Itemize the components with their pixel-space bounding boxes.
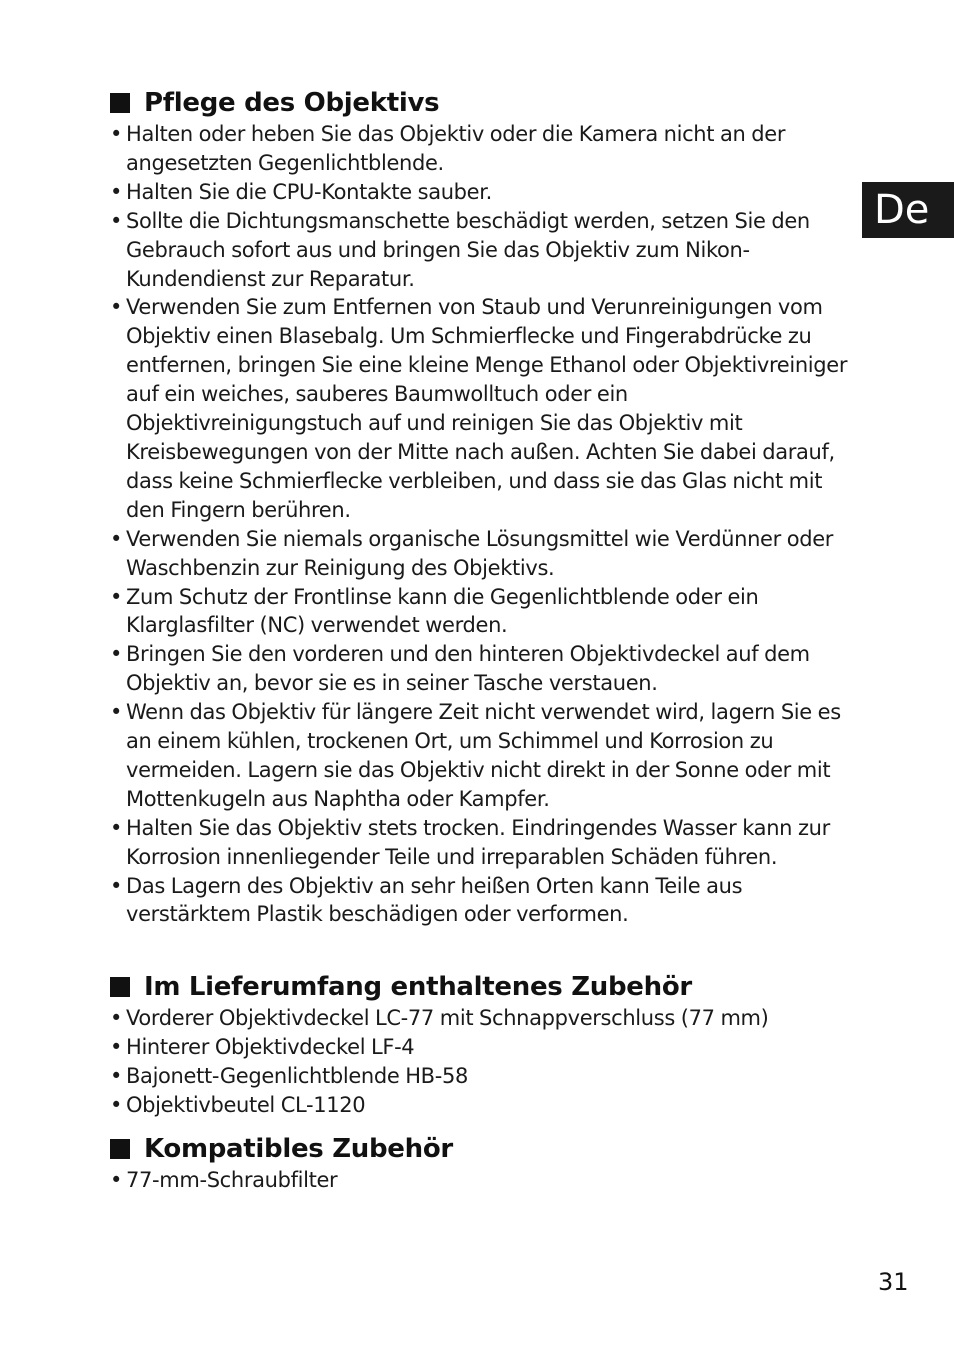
bullet-dot-icon: • [110,122,123,146]
list-item [110,872,850,930]
list-item [110,640,850,698]
list-item [110,583,850,641]
bullet-dot-icon: • [110,642,123,667]
list-item [110,525,850,583]
list-item-text: Sollte die Dichtungsmanschette beschädigt werden, setzen Sie den Gebrauch sofort aus und bringen Sie das Objektiv zum Nikon-Kundendienst zur Reparatur. [126,208,810,291]
bullet-dot-icon: • [110,208,123,233]
bullet-dot-icon: • [110,584,123,609]
list-item-text: Wenn das Objektiv für längere Zeit nicht verwendet wird, lagern Sie es an einem kühlen, trockenen Ort, um Schimmel und Korrosion zu vermeiden. Lagern sie das Objektiv nicht direkt in der Sonne oder mit Mottenkugeln aus Naphtha oder Kampfer. [126,700,841,811]
list-item-text: Bringen Sie den vorderen und den hinteren Objektivdeckel auf dem Objektiv an, bevor sie es in seiner Tasche verstauen. [126,642,810,696]
list-item [110,698,850,814]
square-bullet-icon [110,1139,130,1159]
list-item [110,1033,850,1062]
section-title: Im Lieferumfang enthaltenes Zubehör [144,972,692,1002]
list-item [110,293,850,524]
section-lens-care [110,86,850,929]
list-item [110,178,850,207]
list-item-text: Vorderer Objektivdeckel LC-77 mit Schnappverschluss (77 mm) [126,1006,769,1030]
bullet-dot-icon: • [110,1168,123,1192]
list-item [110,1166,850,1195]
list-item-text: Halten Sie die CPU-Kontakte sauber. [126,179,492,204]
section-included-accessories [110,970,850,1120]
section-heading [110,86,850,120]
language-tab: De [862,182,954,238]
bullet-dot-icon: • [110,526,123,551]
section-title: Pflege des Objektivs [144,88,440,118]
list-item-text: Das Lagern des Objektiv an sehr heißen Orten kann Teile aus verstärktem Plastik beschädigen oder verformen. [126,873,743,927]
bullet-list [110,1004,850,1120]
list-item-text: Bajonett-Gegenlichtblende HB-58 [126,1063,468,1088]
list-item [110,814,850,872]
section-heading [110,1132,850,1166]
list-item-text: 77-mm-Schraubfilter [126,1168,338,1192]
list-item [110,207,850,294]
list-item-text: Halten oder heben Sie das Objektiv oder die Kamera nicht an der angesetzten Gegenlichtblende. [126,122,786,175]
square-bullet-icon [110,93,130,113]
section-compatible-accessories [110,1132,850,1195]
bullet-dot-icon: • [110,700,123,725]
bullet-list [110,120,850,929]
list-item [110,120,850,178]
list-item [110,1004,850,1033]
bullet-dot-icon: • [110,179,123,204]
page-number: 31 [878,1268,909,1296]
section-title: Kompatibles Zubehör [144,1134,453,1164]
list-item [110,1091,850,1120]
bullet-list [110,1166,850,1195]
bullet-dot-icon: • [110,1034,123,1059]
list-item-text: Zum Schutz der Frontlinse kann die Gegenlichtblende oder ein Klarglasfilter (NC) verwendet werden. [126,584,759,638]
list-item-text: Halten Sie das Objektiv stets trocken. Eindringendes Wasser kann zur Korrosion innenliegender Teile und irreparablen Schäden führen. [126,815,830,869]
bullet-dot-icon: • [110,295,123,320]
list-item-text: Verwenden Sie zum Entfernen von Staub und Verunreinigungen vom Objektiv einen Blasebalg. Um Schmierflecke und Fingerabdrücke zu entfernen, bringen Sie eine kleine Menge Ethanol oder Objektivreiniger auf ein weiches, sauberes Baumwolltuch oder ein Objektivreinigungstuch auf und reinigen Sie das Objektiv mit Kreisbewegungen von der Mitte nach außen. Achten Sie dabei darauf, dass keine Schmierflecke verbleiben, und dass sie das Glas nicht mit den Fingern berühren. [126,295,848,522]
bullet-dot-icon: • [110,1063,123,1088]
bullet-dot-icon: • [110,1092,123,1117]
section-heading [110,970,850,1004]
bullet-dot-icon: • [110,1006,123,1030]
list-item [110,1062,850,1091]
list-item-text: Objektivbeutel CL-1120 [126,1092,366,1117]
square-bullet-icon [110,977,130,997]
bullet-dot-icon: • [110,873,123,898]
list-item-text: Verwenden Sie niemals organische Lösungsmittel wie Verdünner oder Waschbenzin zur Reinigung des Objektivs. [126,526,834,580]
list-item-text: Hinterer Objektivdeckel LF-4 [126,1034,415,1059]
bullet-dot-icon: • [110,815,123,840]
